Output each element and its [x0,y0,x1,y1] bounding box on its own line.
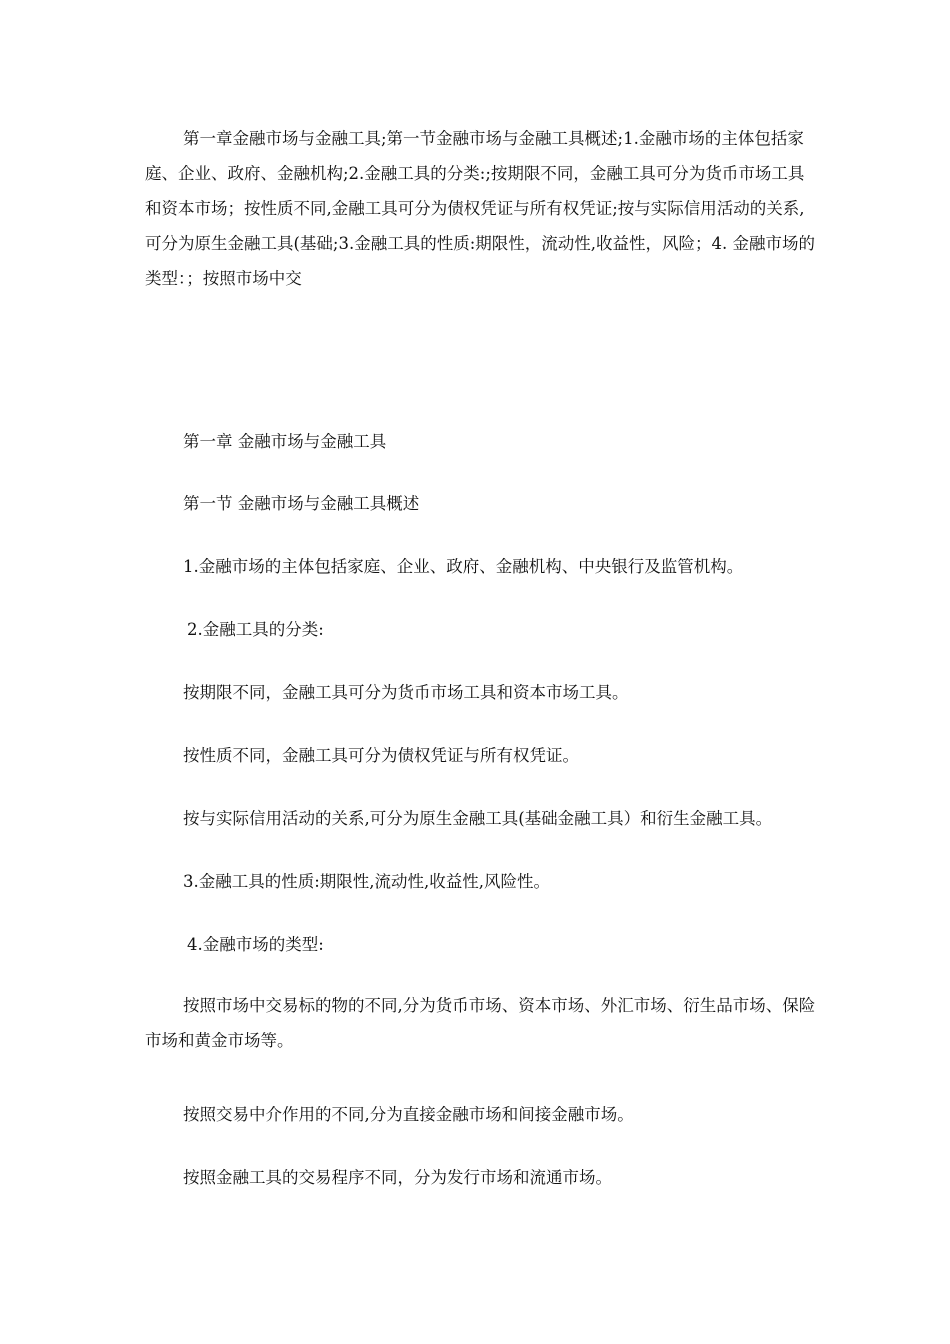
paragraph-2a: 按期限不同，金融工具可分为货币市场工具和资本市场工具。 [183,683,629,702]
paragraph-4c: 按照金融工具的交易程序不同，分为发行市场和流通市场。 [183,1168,612,1187]
paragraph-1: 1.金融市场的主体包括家庭、企业、政府、金融机构、中央银行及监管机构。 [183,557,744,576]
paragraph-2c: 按与实际信用活动的关系,可分为原生金融工具(基础金融工具）和衍生金融工具。 [183,809,773,828]
paragraph-4a: 按照市场中交易标的物的不同,分为货币市场、资本市场、外汇市场、衍生品市场、保险市场和黄金市场等。 [145,996,816,1050]
paragraph-4-heading: 4.金融市场的类型: [187,935,324,954]
paragraph-2-heading: 2.金融工具的分类: [187,620,324,639]
paragraph-2b: 按性质不同，金融工具可分为债权凭证与所有权凭证。 [183,746,579,765]
paragraph-4b: 按照交易中介作用的不同,分为直接金融市场和间接金融市场。 [183,1105,634,1124]
section-title: 第一节 金融市场与金融工具概述 [183,494,420,513]
summary-paragraph: 第一章金融市场与金融工具;第一节金融市场与金融工具概述;1.金融市场的主体包括家庭、企业、政府、金融机构;2.金融工具的分类:;按期限不同，金融工具可分为货币市场工具和资本市场；按性质不同,金融工具可分为债权凭证与所有权凭证;按与实际信用活动的关系,可分为原生金融工具(基础;3.金融工具的性质:期限性，流动性,收益性，风险；4. 金融市场的类型：；按照市场中交 [145,129,816,288]
chapter-title: 第一章 金融市场与金融工具 [183,432,387,451]
paragraph-3: 3.金融工具的性质:期限性,流动性,收益性,风险性。 [183,872,551,891]
